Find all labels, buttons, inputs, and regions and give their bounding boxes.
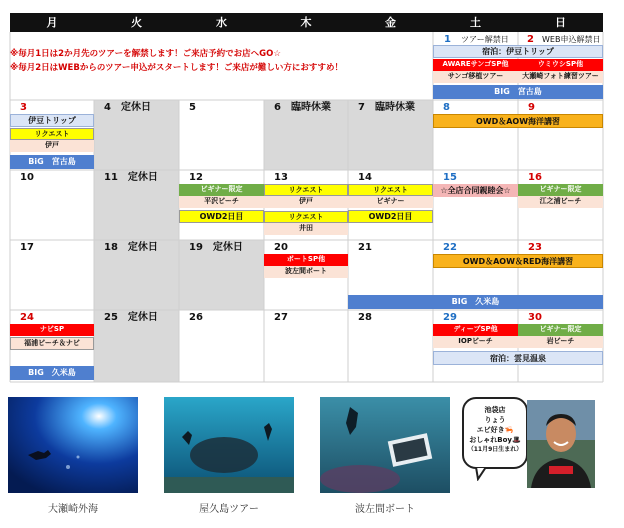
day-19: 19 定休日 bbox=[189, 242, 243, 253]
day-17: 17 bbox=[20, 242, 34, 253]
big-kume-2: BIG 久米島 bbox=[10, 366, 94, 380]
day-4: 4 定休日 bbox=[104, 102, 151, 113]
notice-1: ※毎月1日は2か月先のツアーを解禁します！ご来店予約でお店へGO☆ bbox=[10, 49, 281, 59]
event-hasama-boat: 波左間ボート bbox=[264, 266, 348, 278]
day-2: 2 bbox=[527, 34, 534, 45]
lodging-kumomi: 宿泊：雲見温泉 bbox=[433, 351, 603, 365]
event-hirasawa: 平沢ビーチ bbox=[179, 196, 264, 208]
event-owd-aow-1: OWD＆AOW海洋講習 bbox=[433, 114, 603, 128]
weekday-sun: 日 bbox=[518, 13, 603, 32]
event-beginner-14: ビギナー bbox=[348, 196, 433, 208]
event-coral: サンゴ移植ツアー bbox=[433, 71, 518, 83]
weekday-mon: 月 bbox=[10, 13, 94, 32]
day-9: 9 bbox=[528, 102, 535, 113]
photo-hasama bbox=[320, 397, 450, 493]
event-aware: AWAREサンゴSP他 bbox=[433, 59, 518, 71]
day-14: 14 bbox=[358, 172, 372, 183]
event-nudibranch: ウミウシSP他 bbox=[518, 59, 603, 71]
event-iwa: 岩ビーチ bbox=[518, 336, 603, 348]
event-navi-sp: ナビSP bbox=[10, 324, 94, 336]
day-3: 3 bbox=[20, 102, 27, 113]
profile-photo bbox=[527, 400, 595, 488]
day-24: 24 bbox=[20, 312, 34, 323]
event-fukuura: 福浦ビーチ＆ナビ bbox=[10, 337, 94, 350]
notice-2: ※毎月2日はWEBからのツアー申込がスタートします！ご来店が難しい方におすすめ！ bbox=[10, 63, 344, 73]
big-miyako-2: BiG 宮古島 bbox=[10, 155, 94, 169]
event-beginner-16: ビギナー限定 bbox=[518, 184, 603, 196]
profile-line-2: りょう bbox=[484, 416, 506, 424]
profile-line-1: 池袋店 bbox=[484, 406, 506, 414]
day-25: 25 定休日 bbox=[104, 312, 158, 323]
day-21: 21 bbox=[358, 242, 372, 253]
day-13: 13 bbox=[274, 172, 288, 183]
event-enoura: 江之浦ビーチ bbox=[518, 196, 603, 208]
day-22: 22 bbox=[443, 242, 457, 253]
bubble-tail bbox=[474, 467, 488, 481]
caption-yakushima: 屋久島ツアー bbox=[199, 504, 259, 515]
day-27: 27 bbox=[274, 312, 288, 323]
profile-line-5: （11月9日生まれ） bbox=[467, 446, 523, 453]
event-owd2-14: OWD2日目 bbox=[348, 210, 433, 223]
event-request-14: リクエスト bbox=[348, 184, 433, 196]
day-5: 5 bbox=[189, 102, 196, 113]
big-kume-1: BIG 久米島 bbox=[348, 295, 603, 309]
day-7: 7 臨時休業 bbox=[358, 102, 415, 113]
photo-osezaki bbox=[8, 397, 138, 493]
day-11: 11 定休日 bbox=[104, 172, 158, 183]
event-ido-3: 伊戸 bbox=[10, 140, 94, 152]
day-10: 10 bbox=[20, 172, 34, 183]
day-26: 26 bbox=[189, 312, 203, 323]
day-6: 6 臨時休業 bbox=[274, 102, 331, 113]
note-web-release: WEB申込解禁日 bbox=[542, 35, 601, 44]
event-request-13a: リクエスト bbox=[264, 184, 348, 196]
day-1: 1 bbox=[444, 34, 451, 45]
day-15: 15 bbox=[443, 172, 457, 183]
event-iop: IOPビーチ bbox=[433, 336, 518, 348]
day-12: 12 bbox=[189, 172, 203, 183]
weekday-wed: 水 bbox=[179, 13, 264, 32]
weekday-sat: 土 bbox=[433, 13, 518, 32]
weekday-tue: 火 bbox=[94, 13, 179, 32]
day-23: 23 bbox=[528, 242, 542, 253]
event-request-3: リクエスト bbox=[10, 128, 94, 140]
lodging-izu: 宿泊：伊豆トリップ bbox=[433, 45, 603, 58]
day-16: 16 bbox=[528, 172, 542, 183]
big-miyako-1: BIG 宮古島 bbox=[433, 85, 603, 99]
event-boat-sp: ボートSP他 bbox=[264, 254, 348, 266]
weekday-fri: 金 bbox=[348, 13, 433, 32]
event-owd2-12: OWD2日目 bbox=[179, 210, 264, 223]
day-30: 30 bbox=[528, 312, 542, 323]
event-ida: 井田 bbox=[264, 223, 348, 235]
event-deep-sp: ディープSP他 bbox=[433, 324, 518, 336]
event-ido-13: 伊戸 bbox=[264, 196, 348, 208]
day-20: 20 bbox=[274, 242, 288, 253]
day-18: 18 定休日 bbox=[104, 242, 158, 253]
event-beginner-12: ビギナー限定 bbox=[179, 184, 264, 196]
caption-hasama: 波左間ボート bbox=[355, 504, 415, 515]
caption-osezaki: 大瀬崎外海 bbox=[48, 504, 98, 515]
day-29: 29 bbox=[443, 312, 457, 323]
day-8: 8 bbox=[443, 102, 450, 113]
event-party: ☆全店合同親睦会☆ bbox=[433, 184, 518, 197]
profile-line-4: おしゃれBoy🎩 bbox=[469, 436, 521, 444]
event-request-13b: リクエスト bbox=[264, 211, 348, 223]
banner-izu: 伊豆トリップ bbox=[10, 114, 94, 127]
note-tour-release: ツアー解禁日 bbox=[461, 35, 509, 44]
profile-line-3: エビ好き🦐 bbox=[476, 426, 514, 434]
day-28: 28 bbox=[358, 312, 372, 323]
event-owd-aow-red: OWD＆AOW＆RED海洋講習 bbox=[433, 254, 603, 268]
event-photo: 大瀬崎フォト練習ツアー bbox=[518, 71, 603, 83]
event-beginner-30: ビギナー限定 bbox=[518, 324, 603, 336]
profile-bubble bbox=[462, 397, 528, 469]
photo-yakushima bbox=[164, 397, 294, 493]
weekday-thu: 木 bbox=[264, 13, 348, 32]
